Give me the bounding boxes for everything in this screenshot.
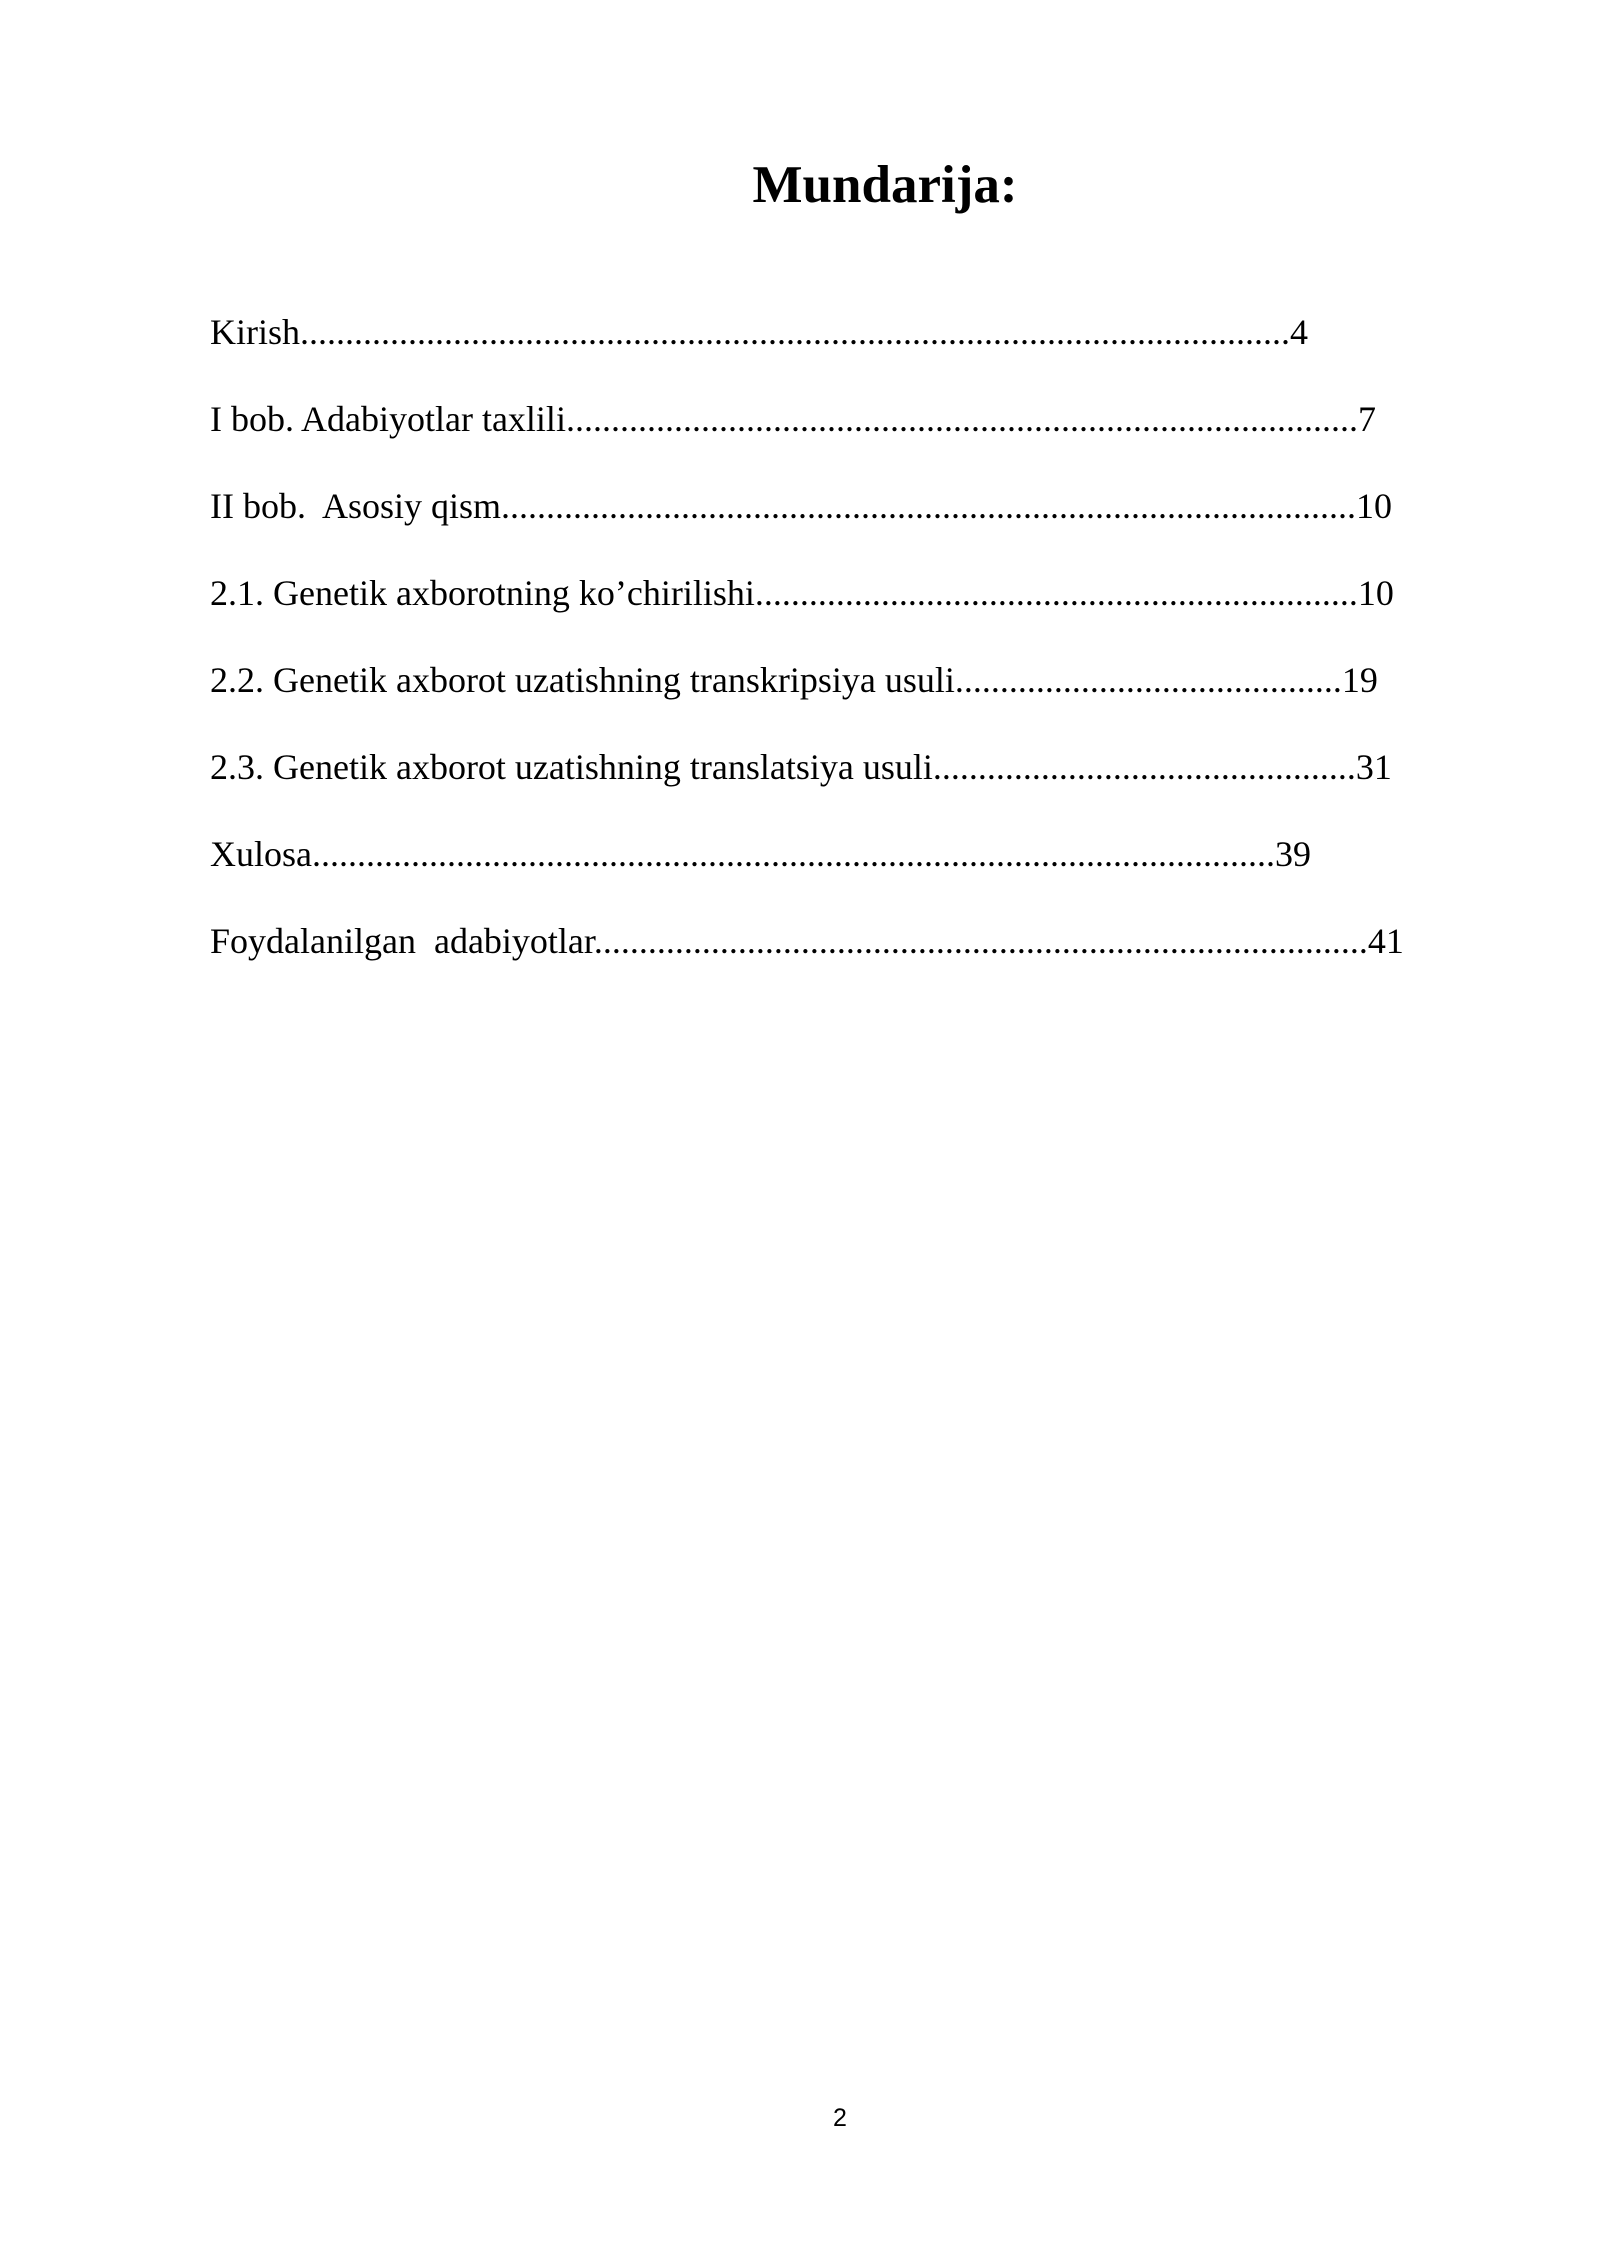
toc-entry-section-2-1: 2.1. Genetik axborotning ko’chirilishi...................................................................10 (210, 573, 1394, 613)
table-of-contents (210, 305, 1404, 1001)
toc-entry-section-2-3: 2.3. Genetik axborot uzatishning translatsiya usuli...............................................31 (210, 747, 1392, 787)
toc-entry-references: Foydalanilgan adabiyotlar......................................................................................41 (210, 921, 1404, 961)
page-title: Mundarija: (752, 156, 1018, 214)
toc-entry-chapter-2: II bob. Asosiy qism...............................................................................................10 (210, 486, 1393, 526)
toc-entry-section-2-2: 2.2. Genetik axborot uzatishning transkripsiya usuli...........................................19 (210, 660, 1378, 700)
toc-entry-introduction: Kirish..............................................................................................................4 (210, 312, 1308, 352)
toc-entry-conclusion: Xulosa...........................................................................................................39 (210, 834, 1311, 874)
toc-entry-chapter-1: I bob. Adabiyotlar taxlili........................................................................................7 (210, 399, 1376, 439)
page-number: 2 (833, 2104, 847, 2132)
